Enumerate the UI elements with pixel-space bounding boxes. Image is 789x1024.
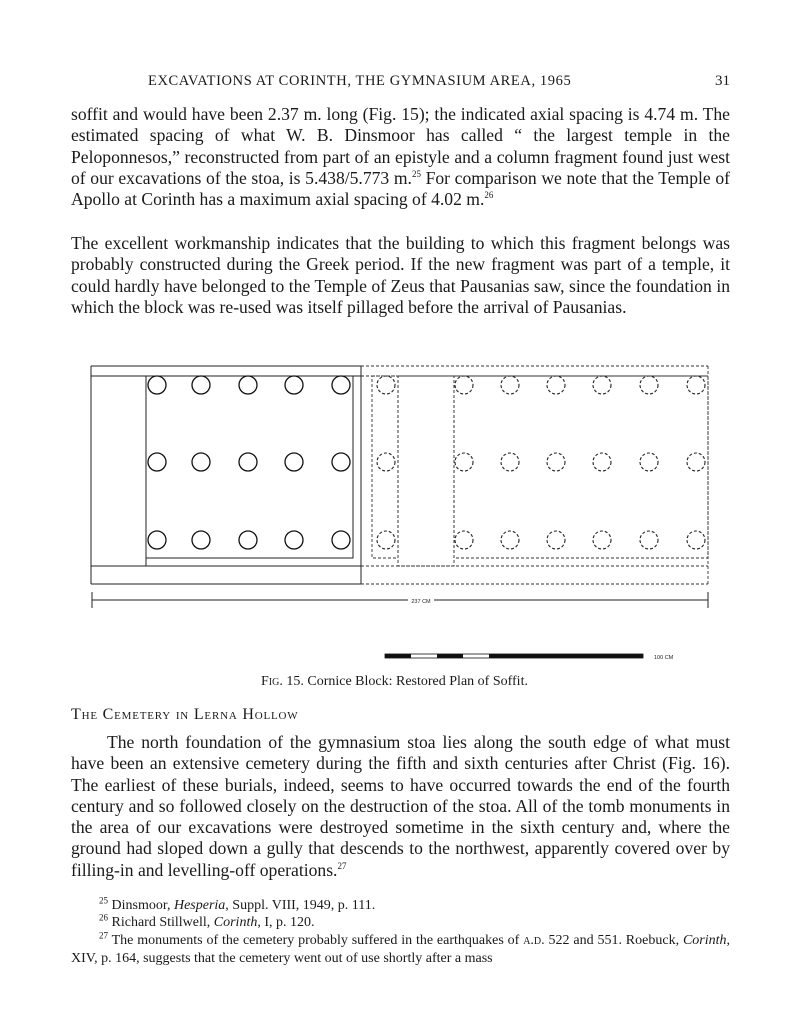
scale-bar: [385, 654, 643, 658]
footnote-26: [71, 914, 730, 932]
footnote-27-text-b: 522 and 551. Roebuck,: [544, 933, 683, 948]
guttae-2-5: [332, 453, 350, 471]
guttae-1-5: [332, 376, 350, 394]
guttae-2-4: [285, 453, 303, 471]
paragraph-1-text-a: soffit and would have been 2.37 m. long (Fig. 15); the indicated axial spacing is 4.74 m. The estimated spacing of what W. B. Dinsmoor has called “ the largest temple in the Peloponnesos,” reconstructed from part of an epistyle and a column fragment found just west of our excavations of the stoa, is 5.438/5.773 m.: [71, 104, 730, 188]
paragraph-1: [71, 104, 730, 210]
footnote-25-pre: Dinsmoor,: [111, 898, 174, 913]
figure-caption-text: Cornice Block: Restored Plan of Soffit.: [307, 674, 528, 689]
footnote-ref-26[interactable]: 26: [484, 190, 494, 201]
restored-guttae-3-2: [455, 531, 473, 549]
restored-guttae-2-5: [593, 453, 611, 471]
paragraph-2-text: The excellent workmanship indicates that the building to which this fragment belongs was probably constructed during the Greek period. If the new fragment was part of a temple, it could hardly have belonged to the Temple of Zeus that Pausanias saw, since the foundation in which the block was re-used was itself pillaged before the arrival of Pausanias.: [71, 233, 730, 317]
footnote-27-era: a.d.: [523, 933, 545, 948]
paragraph-3: [71, 732, 730, 881]
soffit-plan-drawing: [88, 362, 718, 667]
restored-guttae-1-3: [501, 376, 519, 394]
running-head: [70, 69, 730, 93]
restored-guttae-1-1: [377, 376, 395, 394]
guttae-2-2: [192, 453, 210, 471]
figure-caption-number: Fig. 15.: [261, 674, 304, 689]
restored-mid-block: [398, 376, 454, 566]
footnote-27-work: Corinth: [682, 933, 727, 948]
footnote-27-text-a: The monuments of the cemetery probably suffered in the earthquakes of: [111, 933, 524, 948]
footnote-27-text-c: , XIV, p. 164, suggests that the cemetery went out of use shortly after a mass: [71, 933, 731, 966]
footnote-26-work: Corinth: [213, 915, 258, 930]
footnote-27: [71, 932, 730, 967]
restored-guttae-2-7: [687, 453, 705, 471]
footnote-25-post: , Suppl. VIII, 1949, p. 111.: [225, 898, 376, 913]
dimension-label: 237 CM: [411, 599, 431, 605]
restored-guttae-2-6: [640, 453, 658, 471]
dimension-line: [92, 592, 708, 608]
restored-guttae-2-1: [377, 453, 395, 471]
footnote-ref-27[interactable]: 27: [337, 860, 347, 871]
restored-guttae-1-5: [593, 376, 611, 394]
restored-guttae-3-6: [640, 531, 658, 549]
restored-coffer-panel: [454, 376, 708, 558]
guttae-3-3: [239, 531, 257, 549]
restored-guttae-3-1: [377, 531, 395, 549]
footnote-25-number: 25: [99, 895, 108, 906]
scale-label: 100 CM: [654, 655, 674, 661]
restored-guttae-3-3: [501, 531, 519, 549]
guttae-3-4: [285, 531, 303, 549]
guttae-2-1: [148, 453, 166, 471]
restored-guttae-1-4: [547, 376, 565, 394]
section-title: The Cemetery in Lerna Hollow: [71, 706, 299, 723]
guttae-3-2: [192, 531, 210, 549]
footnote-ref-25[interactable]: 25: [411, 169, 421, 180]
footnote-26-pre: Richard Stillwell,: [111, 915, 214, 930]
page-number: 31: [715, 73, 730, 89]
guttae-1-2: [192, 376, 210, 394]
footnote-25: [71, 897, 730, 915]
plan-end-block: [91, 376, 146, 566]
guttae-1-4: [285, 376, 303, 394]
figure-caption: [0, 674, 789, 690]
footnote-27-number: 27: [99, 930, 108, 941]
running-head-title: EXCAVATIONS AT CORINTH, THE GYMNASIUM AREA, 1965: [148, 73, 572, 89]
footnote-26-post: , I, p. 120.: [257, 915, 315, 930]
guttae-2-3: [239, 453, 257, 471]
restored-guttae-1-6: [640, 376, 658, 394]
restored-guttae-2-4: [547, 453, 565, 471]
footnote-26-number: 26: [99, 912, 108, 923]
restored-guttae-3-4: [547, 531, 565, 549]
guttae-1-3: [239, 376, 257, 394]
paragraph-3-text: The north foundation of the gymnasium stoa lies along the south edge of what must have been an extensive cemetery during the fifth and sixth centuries after Christ (Fig. 16). The earliest of these burials, indeed, seems to have occurred towards the end of the fourth century and so followed closely on the destruction of the stoa. All of the tomb monuments in the area of our excavations were destroyed sometime in the sixth century and, where the ground had sloped down a gully that descends to the northwest, apparently covered over by filling-in and levelling-off operations.: [71, 732, 730, 880]
guttae-3-1: [148, 531, 166, 549]
guttae-3-5: [332, 531, 350, 549]
figure-cornice-plan: [88, 362, 718, 667]
restored-guttae-3-7: [687, 531, 705, 549]
footnote-25-journal: Hesperia: [173, 898, 226, 913]
restored-guttae-1-2: [455, 376, 473, 394]
paragraph-1-text-b: For comparison we note that the Temple of Apollo at Corinth has a maximum axial spacing of 4.02 m.: [71, 167, 730, 210]
paragraph-2: [71, 233, 730, 318]
guttae-1-1: [148, 376, 166, 394]
restored-guttae-1-7: [687, 376, 705, 394]
restored-guttae-2-3: [501, 453, 519, 471]
restored-guttae-2-2: [455, 453, 473, 471]
restored-guttae-3-5: [593, 531, 611, 549]
